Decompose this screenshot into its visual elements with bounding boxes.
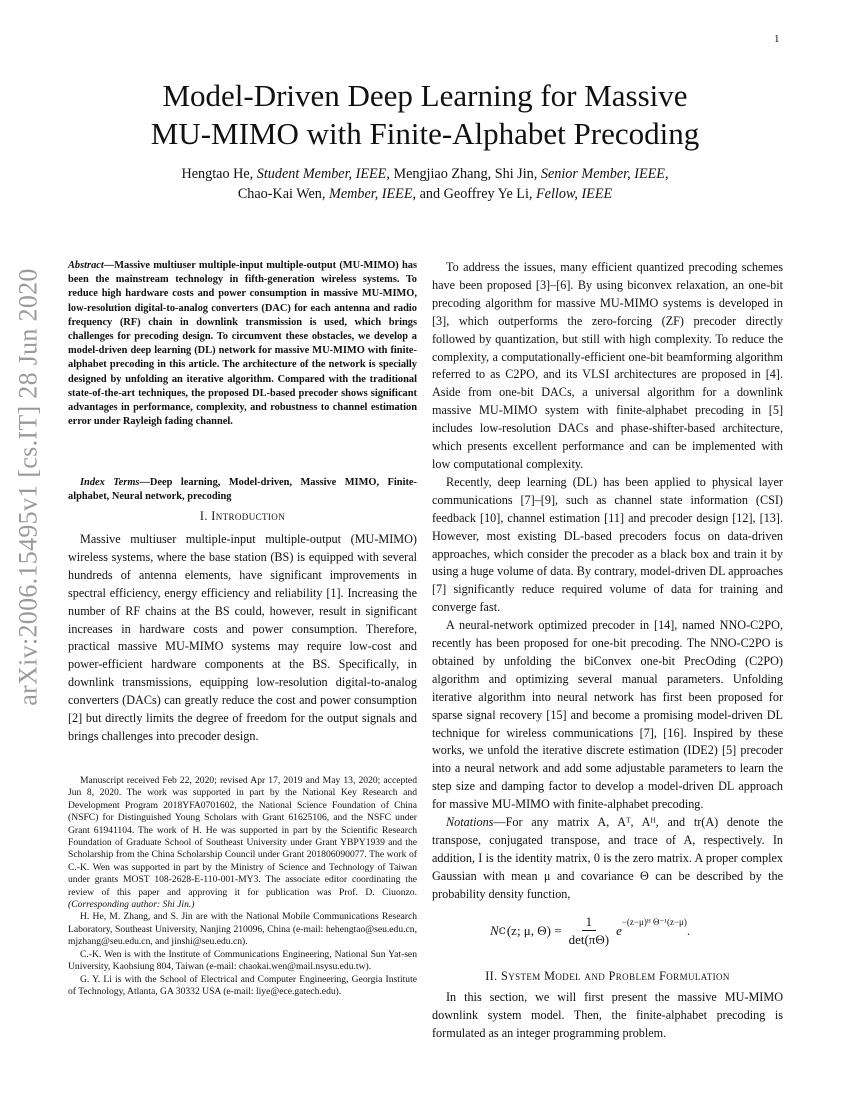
section-heading-introduction bbox=[68, 509, 417, 524]
paper-title bbox=[60, 77, 790, 153]
paragraph-notations bbox=[432, 814, 783, 904]
eq-fraction bbox=[565, 914, 614, 948]
footnotes bbox=[68, 775, 417, 998]
eq-lhs: N bbox=[490, 923, 499, 938]
paragraph-deep-learning: Recently, deep learning (DL) has been applied to physical layer communications [7]–[9], such as channel state information (CSI) feedback [10], channel estimation [11] and precoder design [12], [13]. However, most existing DL-based precoders focus on data-driven approaches, which consider the precoder as a black box and train it by using a huge volume of data. By contrary, model-driven DL approaches [7] significantly reduce required volume of data for training and converge fast. bbox=[432, 474, 783, 615]
footnote-manuscript bbox=[68, 775, 417, 911]
section2-title: System Model and Problem Formulation bbox=[501, 969, 730, 983]
author-list bbox=[60, 164, 790, 204]
gaussian-pdf-equation bbox=[490, 911, 730, 951]
right-column bbox=[432, 259, 783, 904]
abstract bbox=[68, 259, 417, 429]
title-line-1: Model-Driven Deep Learning for Massive bbox=[162, 78, 688, 113]
notations-text: —For any matrix A, Aᵀ, Aᴴ, and tr(A) denote the transpose, conjugated transpose, and trace of A, respectively. In addition, I is the identity matrix, 0 is the zero matrix. A proper complex Gaussian with mean μ and covariance Θ can be described by the probability density function, bbox=[432, 815, 783, 901]
arxiv-stamp-text: arXiv:2006.15495v1 [cs.IT] 28 Jun 2020 bbox=[14, 268, 43, 706]
section1-number: I. bbox=[199, 509, 208, 523]
page-number: 1 bbox=[774, 33, 780, 45]
paragraph-nno-c2po: A neural-network optimized precoder in [14], named NNO-C2PO, recently has been proposed for one-bit precoding. The NNO-C2PO is obtained by unfolding the biConvex one-bit PrecOding (C2PO) algorithm and optimizing several manual parameters. Unfolding iterative algorithm into neural network has first been proposed for sparse signal recovery [15] and become a promising model-driven DL technique for wireless communications [7], [16]. Inspired by these works, we unfold the iterative discrete estimation (IDE2) [5] precoder into a neural network and add some adjustable parameters to learn the step size and damping factor to develop a model-driven DL approach for massive MU-MIMO with finite-alphabet precoding. bbox=[432, 618, 783, 812]
eq-numerator: 1 bbox=[582, 914, 597, 931]
intro-paragraph: Massive multiuser multiple-input multiple-output (MU-MIMO) wireless systems, where the base station (BS) is equipped with several hundreds of antenna elements, have significant improvements in spectral efficiency, energy efficiency and reliability [1]. Increasing the number of RF chains at the BS could, however, result in significant increases in hardware costs and power consumption. Therefore, practical massive MU-MIMO systems may require low-cost and power-efficient hardware components at the BS. Specifically, in downlink transmissions, equipping low-resolution digital-to-analog converters (DACs) can greatly reduce the cost and power consumption [2] but directly limits the degree of freedom for the output signals and brings challenges into precoder design. bbox=[68, 532, 417, 743]
arxiv-stamp bbox=[4, 268, 54, 706]
eq-exponent: −(z−μ)ᴴ Θ⁻¹(z−μ) bbox=[621, 916, 687, 927]
eq-lhs-sub: ℂ bbox=[498, 925, 506, 936]
author-he-role: Student Member, IEEE, bbox=[256, 166, 390, 182]
section2-paragraph: In this section, we will first present the massive MU-MIMO downlink system model. Then, the finite-alphabet precoding is formulated as an integer programming problem. bbox=[432, 990, 783, 1040]
author-wen: Chao-Kai Wen, bbox=[237, 186, 326, 202]
footnote-corresponding: (Corresponding author: Shi Jin.) bbox=[68, 899, 195, 911]
index-terms-text: —Deep learning, Model-driven, Massive MIMO, Finite-alphabet, Neural network, precoding bbox=[68, 477, 417, 503]
eq-exp-base: e bbox=[616, 923, 622, 938]
footnote-affiliation-gatech: G. Y. Li is with the School of Electrical and Computer Engineering, Georgia Institute of Technology, Atlanta, GA 30332 USA (e-mail: liye@ece.gatech.edu). bbox=[68, 973, 417, 997]
eq-denominator: det(πΘ) bbox=[568, 932, 610, 947]
index-terms bbox=[68, 476, 417, 504]
section1-title: Introduction bbox=[211, 509, 286, 523]
eq-end: . bbox=[686, 923, 691, 938]
paragraph-quantized-precoding: To address the issues, many efficient quantized precoding schemes have been proposed [3]–[6]. By using biconvex relaxation, an one-bit precoding algorithm for massive MU-MIMO systems is developed in [3], which outperforms the zero-forcing (ZF) precoder directly followed by quantization, but still with high complexity. To reduce the complexity, a computationally-efficient one-bit beamforming algorithm referred to as C2PO, and its VLSI architectures are proposed in [4]. Aside from one-bit DACs, a universal algorithm for a downlink massive MU-MIMO system with finite-alphabet precoding in [5] includes low-resolution DACs and phase-shifter-based architecture, which presents excellent performance and can be implemented with low computational complexity. bbox=[432, 260, 783, 471]
author-jin-role: Senior Member, IEEE, bbox=[540, 166, 669, 182]
eq-args: (z; μ, Θ) = bbox=[506, 923, 562, 938]
abstract-label: Abstract bbox=[68, 260, 104, 271]
author-li-role: Fellow, IEEE bbox=[536, 186, 613, 202]
author-he: Hengtao He, bbox=[181, 166, 254, 182]
footnote-affiliation-seu: H. He, M. Zhang, and S. Jin are with the National Mobile Communications Research Laboratory, Southeast University, Nanjing 210096, China (e-mail: hehengtao@seu.edu.cn, mjzhang@seu.edu.cn, and jinshi@seu.edu.cn). bbox=[68, 911, 417, 948]
notations-label: Notations bbox=[446, 815, 494, 830]
abstract-text: —Massive multiuser multiple-input multiple-output (MU-MIMO) has been the mainstream technology in fifth-generation wireless systems. To reduce high hardware costs and power consumption in massive MU-MIMO, low-resolution digital-to-analog converters (DAC) for each antenna and radio frequency (RF) chain in downlink transmission is used, which brings challenges for precoding design. To circumvent these obstacles, we develop a model-driven deep learning (DL) network for massive MU-MIMO with finite-alphabet precoding in this article. The architecture of the network is specially designed by unfolding an iterative algorithm. Compared with the traditional state-of-the-art techniques, the proposed DL-based precoder shows significant advantages in performance, complexity, and robustness to channel estimation error under Rayleigh fading channel. bbox=[68, 260, 417, 428]
section-heading-system-model bbox=[432, 969, 783, 984]
author-wen-role: Member, IEEE, bbox=[329, 186, 417, 202]
index-terms-label: Index Terms bbox=[80, 477, 140, 488]
footnote-affiliation-nsysu: C.-K. Wen is with the Institute of Communications Engineering, National Sun Yat-sen University, Kaohsiung 804, Taiwan (e-mail: chaokai.wen@mail.nsysu.edu.tw). bbox=[68, 948, 417, 973]
author-zhang-jin: Mengjiao Zhang, Shi Jin, bbox=[393, 166, 538, 182]
title-line-2: MU-MIMO with Finite-Alphabet Precoding bbox=[150, 116, 700, 151]
author-li: and Geoffrey Ye Li, bbox=[419, 186, 533, 202]
footnote-manuscript-text: Manuscript received Feb 22, 2020; revised Apr 17, 2019 and May 13, 2020; accepted Jun 8, 2020. The work was supported in part by the National Key Research and Development Program 2018YFA0701602, the National Science Foundation of China (NSFC) for Distinguished Young Scholars with Grant 61625106, and the NSFC under Grant 61941104. The work of H. He was supported in part by the Scientific Research Foundation of Graduate School of Southeast University under Grant YBPY1939 and the Scholarship from the China Scholarship Council under Grant 201806090077. The work of C.-K. Wen was supported in part by the Ministry of Science and Technology of Taiwan under grants MOST 108-2628-E-110-001-MY3. The associate editor coordinating the review of this paper and approving it for publication was Prof. D. Ciuonzo. bbox=[68, 775, 417, 898]
section2-number: II. bbox=[485, 969, 498, 983]
